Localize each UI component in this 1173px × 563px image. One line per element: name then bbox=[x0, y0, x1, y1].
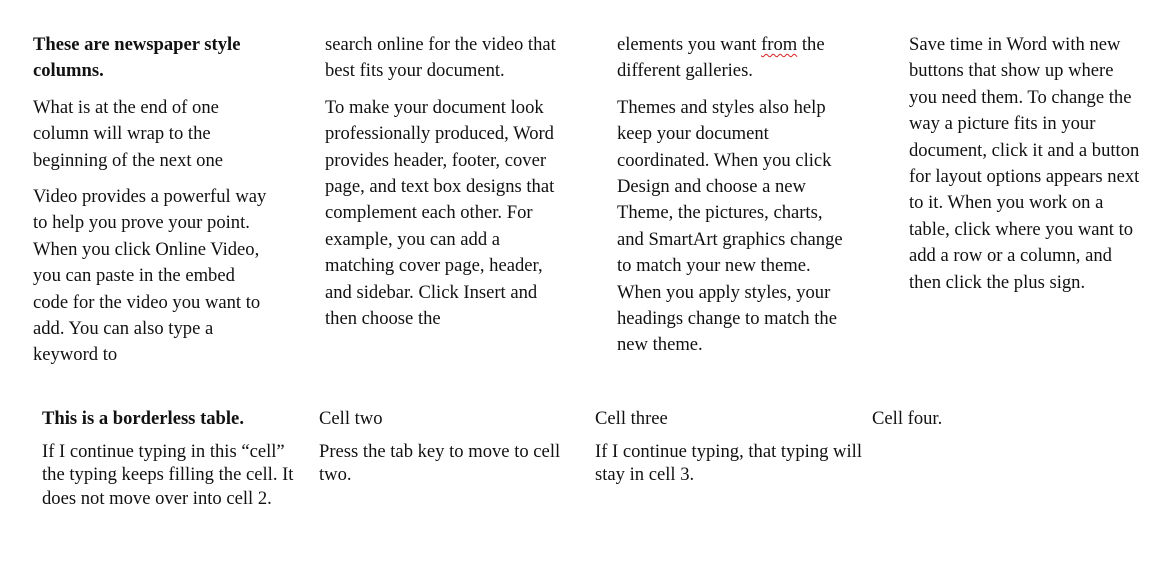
column-3 bbox=[617, 32, 852, 369]
column-1-paragraph-2[interactable]: Video provides a powerful way to help you prove your point. When you click Online Video, you can paste in the embed code for the video you want to add. You can also type a keyword to bbox=[33, 186, 267, 366]
column-4 bbox=[909, 32, 1144, 306]
cell-3-title: Cell three bbox=[595, 408, 668, 429]
cell-1-title: This is a borderless table. bbox=[42, 408, 244, 429]
table-cell-1[interactable] bbox=[42, 407, 319, 519]
column-2 bbox=[325, 32, 560, 342]
table-cell-2[interactable] bbox=[319, 407, 595, 519]
column-3-paragraph-2[interactable]: Themes and styles also help keep your document coordinated. When you click Design and choose a new Theme, the pictures, charts, and SmartArt graphics change to match your new theme. When you apply styles, your headings change to match the new theme. bbox=[617, 96, 843, 356]
table-cell-4[interactable] bbox=[872, 407, 1072, 519]
newspaper-columns bbox=[33, 32, 1153, 372]
column-2-paragraph-1[interactable]: search online for the video that best fits your document. bbox=[325, 34, 556, 82]
column-1-paragraph-1[interactable]: What is at the end of one column will wrap to the beginning of the next one bbox=[33, 96, 224, 171]
cell-2-title: Cell two bbox=[319, 408, 383, 429]
column-3-text-after: the different galleries. bbox=[617, 34, 825, 82]
table-row bbox=[42, 407, 1072, 519]
table-cell-3[interactable] bbox=[595, 407, 872, 519]
column-2-paragraph-2[interactable]: To make your document look professionally produced, Word provides header, footer, cover page, and text box designs that complement each other. For example, you can add a matching cover page, header, and sidebar. Click Insert and then choose the bbox=[325, 96, 555, 330]
cell-1-body: If I continue typing in this “cell” the typing keeps filling the cell. It does not move over into cell 2. bbox=[42, 440, 294, 509]
column-3-text-before: elements you want bbox=[617, 34, 762, 55]
columns-heading[interactable]: These are newspaper style columns. bbox=[33, 34, 241, 82]
column-3-paragraph-1[interactable] bbox=[617, 32, 852, 85]
borderless-table bbox=[42, 407, 1072, 519]
cell-3-body: If I continue typing, that typing will stay in cell 3. bbox=[595, 440, 862, 485]
cell-4-title: Cell four. bbox=[872, 408, 943, 429]
cell-2-body: Press the tab key to move to cell two. bbox=[319, 440, 561, 485]
column-1 bbox=[33, 32, 268, 379]
column-4-paragraph-1[interactable]: Save time in Word with new buttons that show up where you need them. To change the way a picture fits in your document, click it and a button for layout options appears next to it. When you work on a table, click where you want to add a row or a column, and then click the plus sign. bbox=[909, 34, 1140, 293]
spellcheck-flagged-word[interactable]: from bbox=[761, 34, 798, 55]
